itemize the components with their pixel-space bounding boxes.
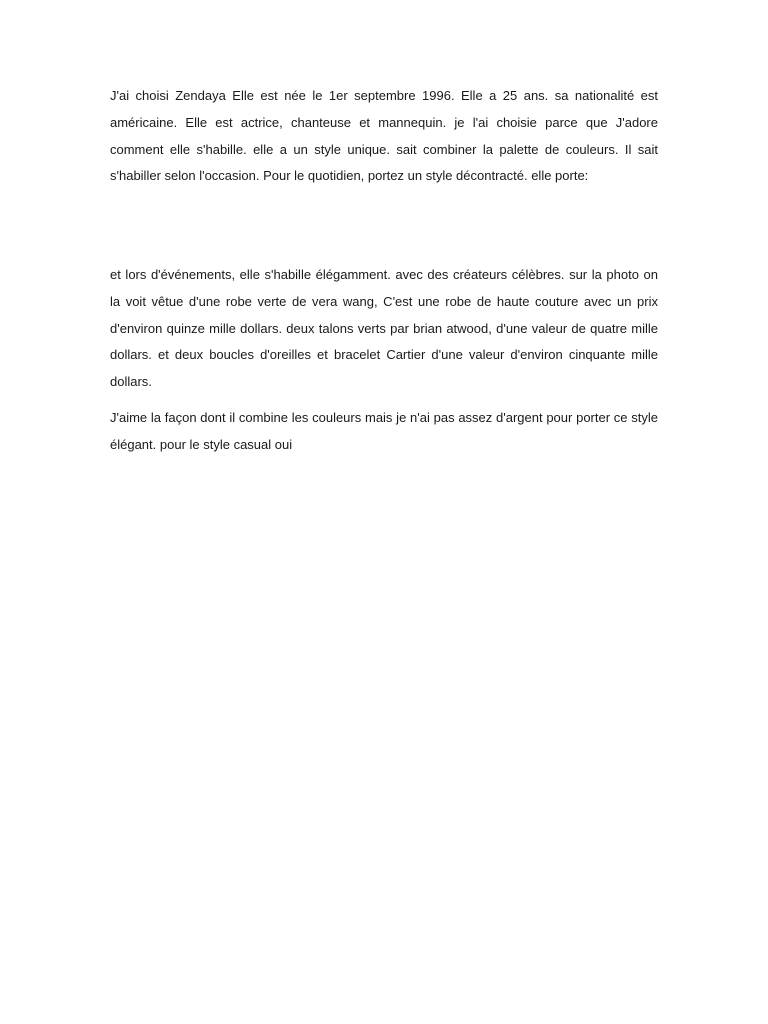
paragraph-events: et lors d'événements, elle s'habille élégamment. avec des créateurs célèbres. sur la photo on la voit vêtue d'une robe verte de vera wang, C'est une robe de haute couture avec un prix d'environ quinze mille dollars. deux talons verts par brian atwood, d'une valeur de quatre mille dollars. et deux boucles d'oreilles et bracelet Cartier d'une valeur d'environ cinquante mille dollars.: [110, 267, 658, 390]
paragraph-intro: J'ai choisi Zendaya Elle est née le 1er septembre 1996. Elle a 25 ans. sa nationalité est américaine. Elle est actrice, chanteuse et mannequin. je l'ai choisie parce que J'adore comment elle s'habille. elle a un style unique. sait combiner la palette de couleurs. Il sait s'habiller selon l'occasion. Pour le quotidien, portez un style décontracté. elle porte:: [110, 88, 658, 184]
paragraph-conclusion: J'aime la façon dont il combine les couleurs mais je n'ai pas assez d'argent pour porter ce style élégant. pour le style casual oui: [110, 410, 658, 452]
